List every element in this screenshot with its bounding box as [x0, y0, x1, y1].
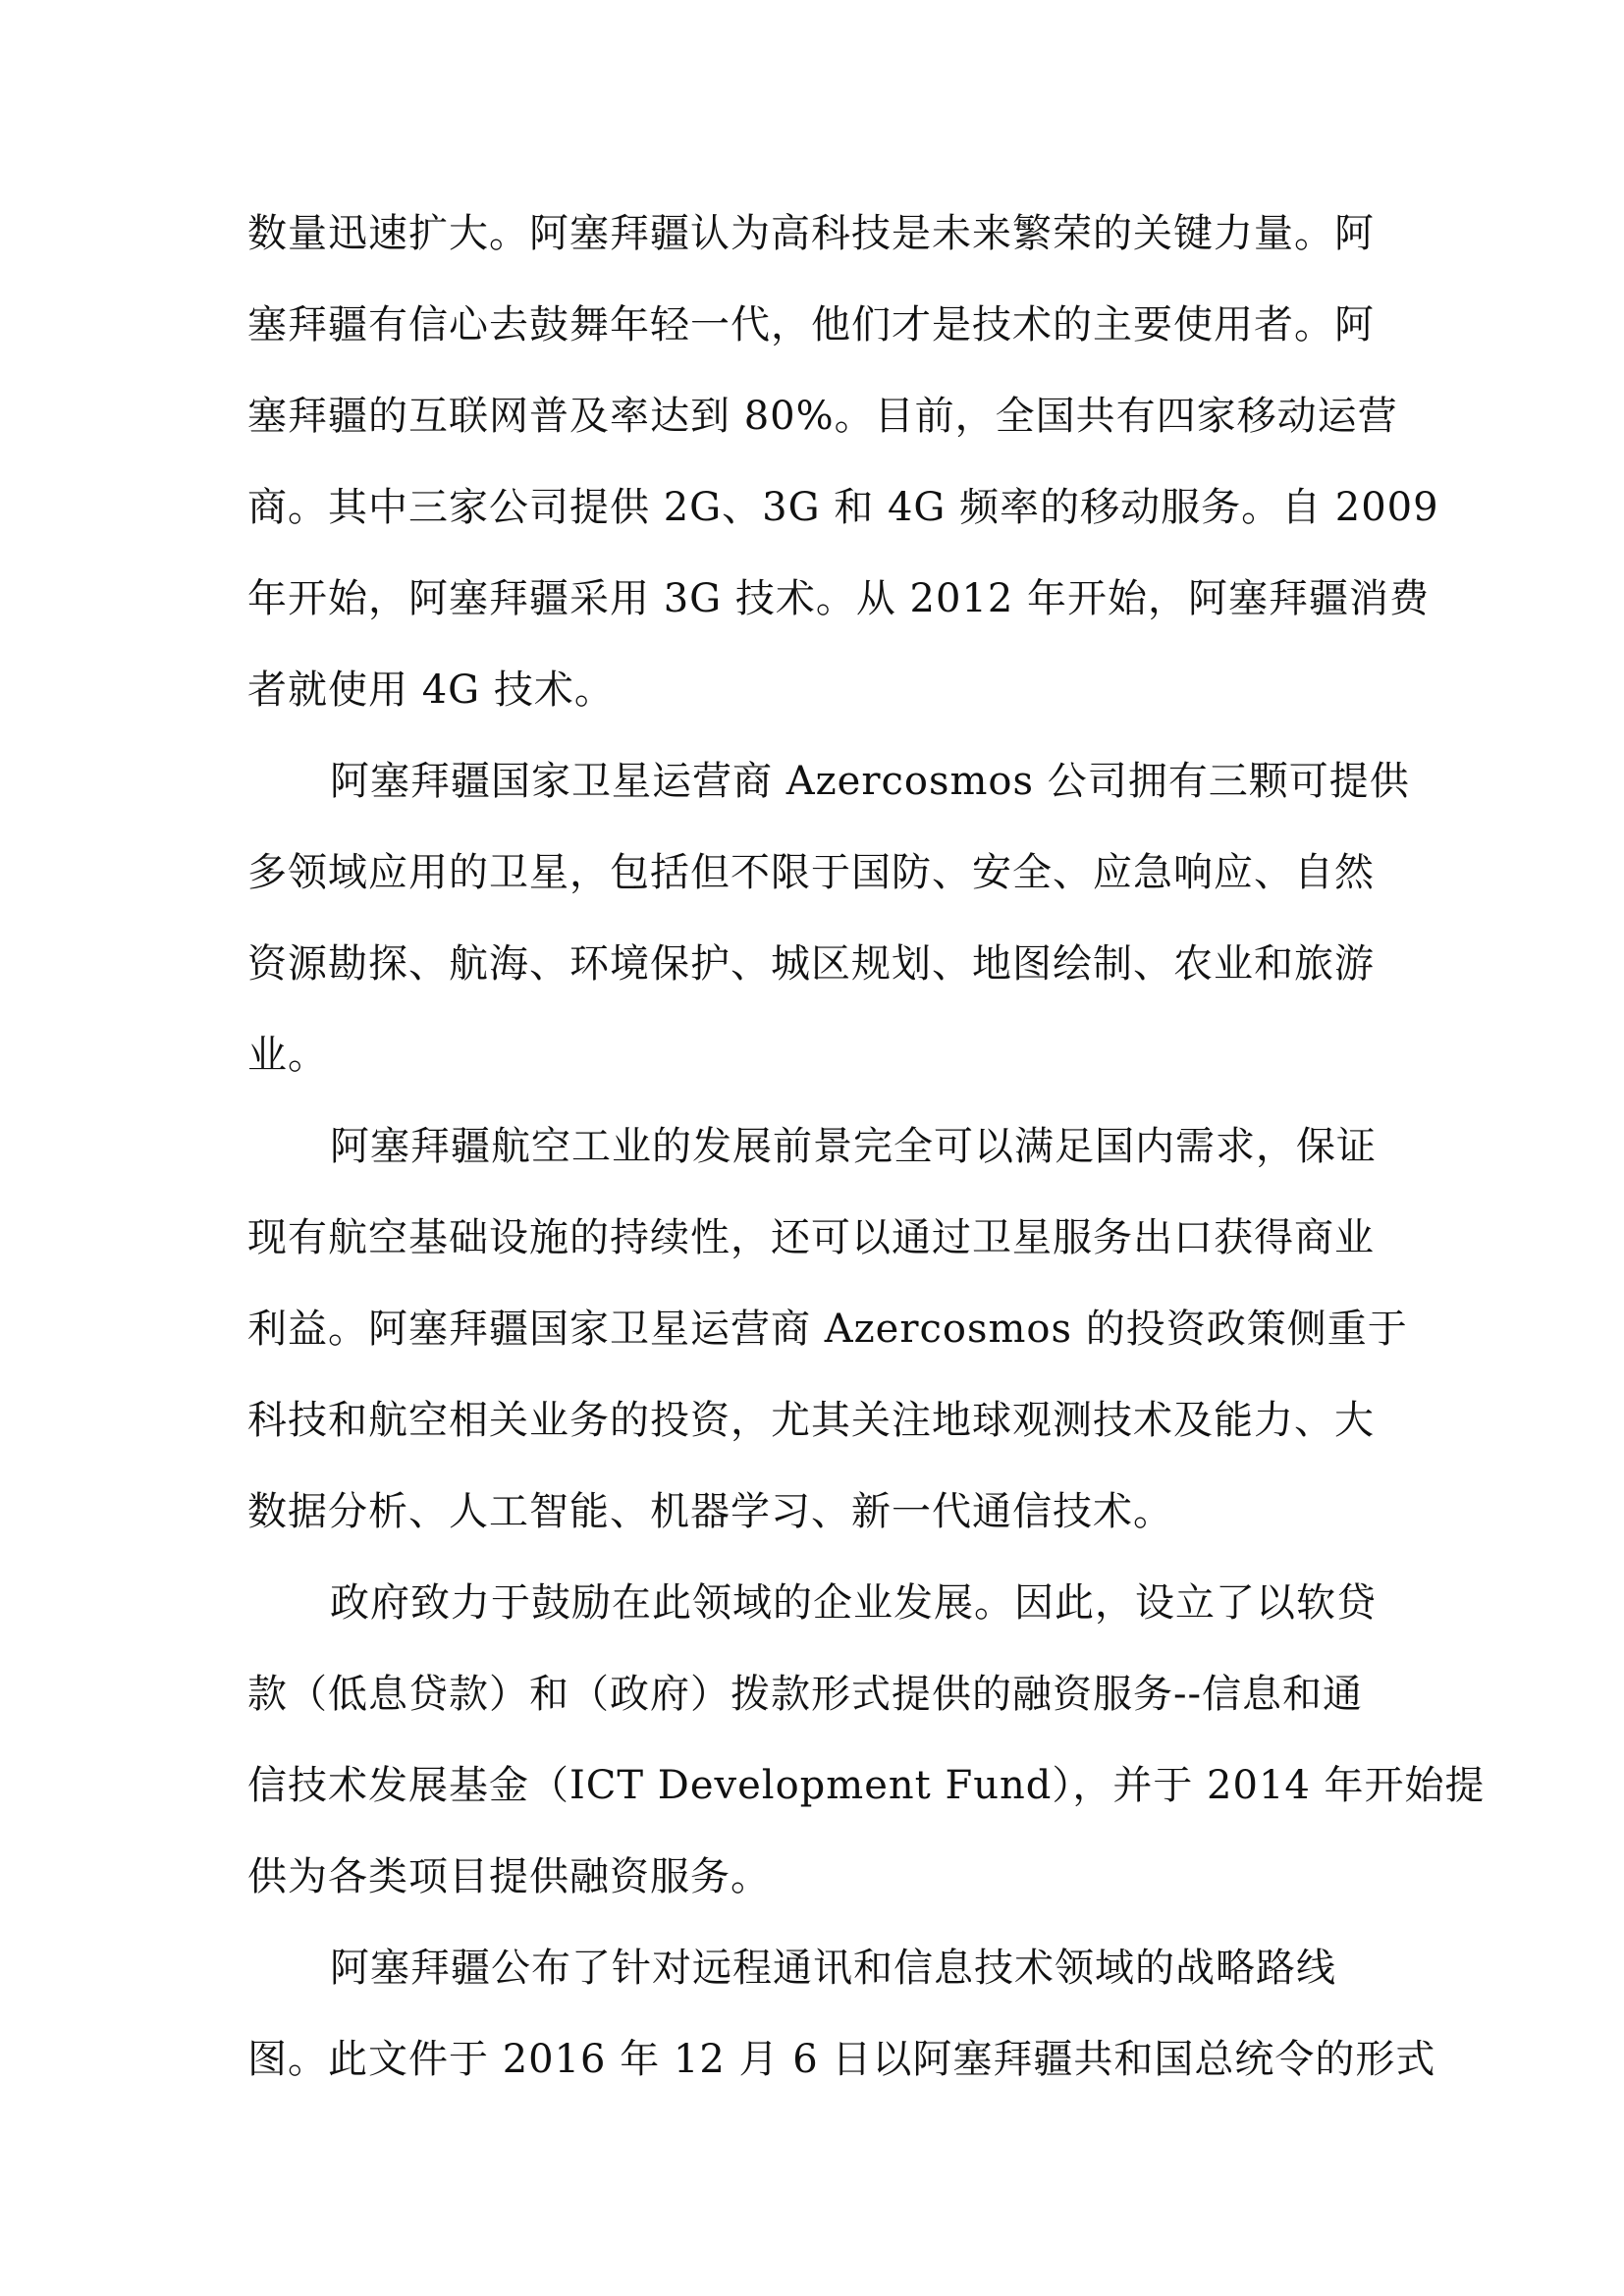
text-line: 政府致力于鼓励在此领域的企业发展。因此，设立了以软贷 — [330, 1580, 1377, 1626]
text-line: 数量迅速扩大。阿塞拜疆认为高科技是未来繁荣的关键力量。阿 — [247, 211, 1375, 256]
text-line: 年开始，阿塞拜疆采用 3G 技术。从 2012 年开始，阿塞拜疆消费 — [247, 576, 1431, 621]
text-line: 塞拜疆的互联网普及率达到 80%。目前，全国共有四家移动运营 — [247, 394, 1398, 439]
text-line: 塞拜疆有信心去鼓舞年轻一代，他们才是技术的主要使用者。阿 — [247, 302, 1375, 347]
text-line: 现有航空基础设施的持续性，还可以通过卫星服务出口获得商业 — [247, 1215, 1375, 1260]
text-line: 者就使用 4G 技术。 — [247, 667, 615, 713]
text-line: 利益。阿塞拜疆国家卫星运营商 Azercosmos 的投资政策侧重于 — [247, 1307, 1408, 1352]
text-line: 科技和航空相关业务的投资，尤其关注地球观测技术及能力、大 — [247, 1398, 1375, 1443]
body-text — [247, 188, 1486, 2106]
text-line: 信技术发展基金（ICT Development Fund），并于 2014 年开始提 — [247, 1763, 1486, 1808]
text-line: 数据分析、人工智能、机器学习、新一代通信技术。 — [247, 1489, 1173, 1534]
text-line: 业。 — [247, 1033, 328, 1078]
text-line: 阿塞拜疆航空工业的发展前景完全可以满足国内需求，保证 — [330, 1124, 1377, 1169]
text-line: 阿塞拜疆公布了针对远程通讯和信息技术领域的战略路线 — [330, 1946, 1336, 1991]
text-line: 资源勘探、航海、环境保护、城区规划、地图绘制、农业和旅游 — [247, 941, 1375, 987]
text-line: 阿塞拜疆国家卫星运营商 Azercosmos 公司拥有三颗可提供 — [330, 759, 1410, 804]
text-line: 商。其中三家公司提供 2G、3G 和 4G 频率的移动服务。自 2009 — [247, 485, 1439, 530]
text-line: 供为各类项目提供融资服务。 — [247, 1854, 771, 1899]
text-line: 图。此文件于 2016 年 12 月 6 日以阿塞拜疆共和国总统令的形式 — [247, 2037, 1436, 2082]
text-line: 款（低息贷款）和（政府）拨款形式提供的融资服务--信息和通 — [247, 1672, 1364, 1717]
text-line: 多领域应用的卫星，包括但不限于国防、安全、应急响应、自然 — [247, 850, 1375, 895]
